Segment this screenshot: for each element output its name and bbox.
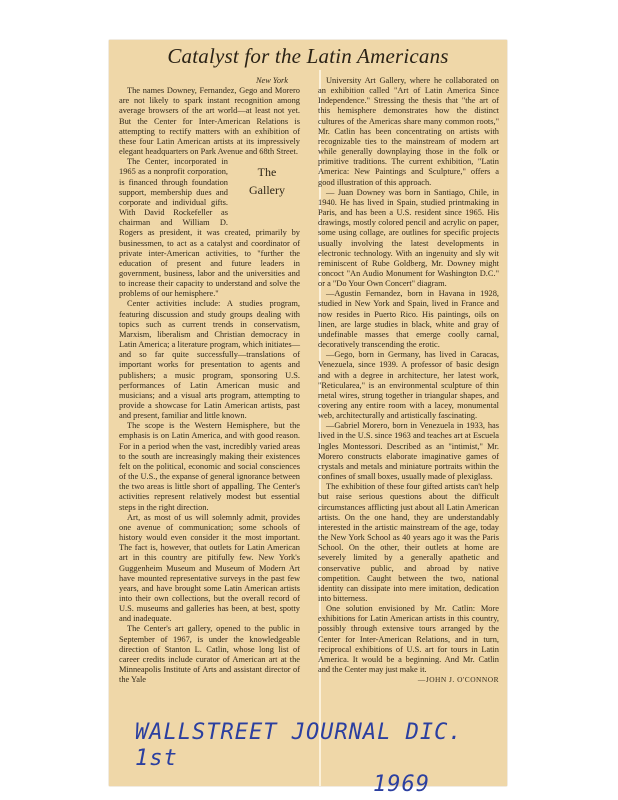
dateline: New York bbox=[255, 76, 288, 85]
paragraph: —Gego, born in Germany, has lived in Caracas, Venezuela, since 1939. A professor of basic design and with a degree in architecture, her latest work, "Reticularea," is an environmental sculpture of thin metal wires, strung together in triangular shapes, and covering any entire room with a lacey, monumental web, architecturally and artistically fascinating. bbox=[318, 350, 499, 421]
annotation-year: 1969 bbox=[373, 772, 430, 797]
paragraph: The Center's art gallery, opened to the public in September of 1967, is under the knowledgeable direction of Stanton L. Catlin, whose long list of career credits include curator of American art at the Minneapolis Institute of Arts and assistant director of the Yale bbox=[119, 624, 300, 685]
newspaper-clipping bbox=[109, 40, 507, 786]
paragraph: The Center, incorporated in 1965 as a nonprofit corporation, is financed through foundation support, membership dues and corporate and individual gifts. With David Rockefeller as chairman and William D. Rogers as president, it was created, primarily by businessmen, to act as a catalyst and coordinator of private inter-American activities, to "further the education of present and future leaders in government, business, labor and the universities and to increase their capacity to understand and solve the problems of our hemisphere." bbox=[119, 157, 300, 299]
paragraph: —Agustin Fernandez, born in Havana in 1928, studied in New York and Spain, lived in France and now resides in Puerto Rico. His paintings, oils on linen, are large studies in black, white and gray of undefinable masses that emerge coolly carnal, decoratively transcending the erotic. bbox=[318, 289, 499, 350]
paragraph: The names Downey, Fernandez, Gego and Morero are not likely to spark instant recognition among average browsers of the art world—at least not yet. But the Center for Inter-American Relations is attempting to rectify matters with an exhibition of these four Latin American artists at its impressively elegant headquarters on Park Avenue and 68th Street. bbox=[119, 86, 300, 157]
box-label-line: Gallery bbox=[249, 183, 285, 198]
annotation-source: WALLSTREET JOURNAL DIC. 1st bbox=[135, 720, 463, 771]
left-column bbox=[119, 76, 300, 685]
paragraph: — Juan Downey was born in Santiago, Chile, in 1940. He has lived in Spain, studied printmaking in Paris, and has been a U.S. resident since 1965. His drawings, mostly colored pencil and acrylic on paper, some using collage, are outlines for specific projects usually involving the latest developments in electronic technology. With an ingenuity and sly wit reminiscent of Rube Goldberg, Mr. Downey might concoct "An Audio Monument for Washington D.C." or a "Do Your Own Concert" diagram. bbox=[318, 187, 499, 289]
paragraph: Center activities include: A studies program, featuring discussion and study groups dealing with topics such as current trends in conservatism, Marxism, liberalism and Christian democracy in Latin America; a literature program, which initiates—and so far quite successfully—translations of important works for presentation to agents and publishers; a music program, sponsoring U.S. performances of Latin American music and musicians; and a visual arts program, attempting to provide a showcase for Latin American artists, past and present, familiar and little known. bbox=[119, 299, 300, 421]
article-title: Catalyst for the Latin Americans bbox=[167, 44, 449, 68]
paragraph: The scope is the Western Hemisphere, but the emphasis is on Latin America, and with good reason. For in a period when the vast, incredibly varied areas to the south are increasingly making their existences felt on the political, economic and social consciences of the U.S., the expanse of general ignorance between the two areas is little short of appalling. The Center's activities represent relatively modest but essential steps in the right direction. bbox=[119, 421, 300, 512]
right-column bbox=[318, 76, 499, 685]
handwritten-annotation bbox=[135, 720, 475, 798]
paragraph: University Art Gallery, where he collaborated on an exhibition called "Art of Latin America Since Independence." Stressing the thesis that "the art of this hemisphere demonstrates how the distinct cultures of the Americas share many common roots," Mr. Catlin has been concentrating on artists with recognizable ties to the mainstream of modern art while generally downplaying those in the folk or primitive traditions. The current exhibition, "Latin America: New Paintings and Sculpture," offers a good illustration of this approach. bbox=[318, 76, 499, 187]
paragraph: One solution envisioned by Mr. Catlin: More exhibitions for Latin American artists in this country, possibly through extensive tours arranged by the Center for Inter-American Relations, and in turn, reciprocal exhibitions of U.S. art for tours in Latin America. It would be a beginning. And Mr. Catlin and the Center may just make it. bbox=[318, 604, 499, 675]
byline: —JOHN J. O'CONNOR bbox=[417, 675, 499, 685]
paragraph: Art, as most of us will solemnly admit, provides one avenue of communication; some schools of history would even consider it the most important. The fact is, however, that outlets for Latin American art in this country are pitifully few. New York's Guggenheim Museum and Museum of Modern Art have mounted representative surveys in the past few years, and have brought some Latin American artists into their own collections, but the overall record of U.S. museums and galleries has been, at best, spotty and inadequate. bbox=[119, 512, 300, 624]
box-label-line: The bbox=[257, 165, 277, 180]
gallery-column-label bbox=[234, 159, 300, 219]
paragraph: —Gabriel Morero, born in Venezuela in 1933, has lived in the U.S. since 1963 and teaches art at Escuela Ingles Montessori. Described as an "intimist," Mr. Morero constructs elaborate imaginative games of crystals and metals and miniature portraits within the confines of small boxes, usually made of plexiglass. bbox=[318, 421, 499, 482]
paragraph: The exhibition of these four gifted artists can't help but raise serious questions about the difficult circumstances afflicting just about all Latin American artists. On the one hand, they are understandably interested in the artistic mainstream of the age, today the New York School as 40 years ago it was the Paris School. On the other, their outlets at home are severely limited by a generally apathetic and conservative public, and abroad by native competition. Caught between the two, national identity can dissipate into mere imitation, dedication into bitterness. bbox=[318, 482, 499, 603]
